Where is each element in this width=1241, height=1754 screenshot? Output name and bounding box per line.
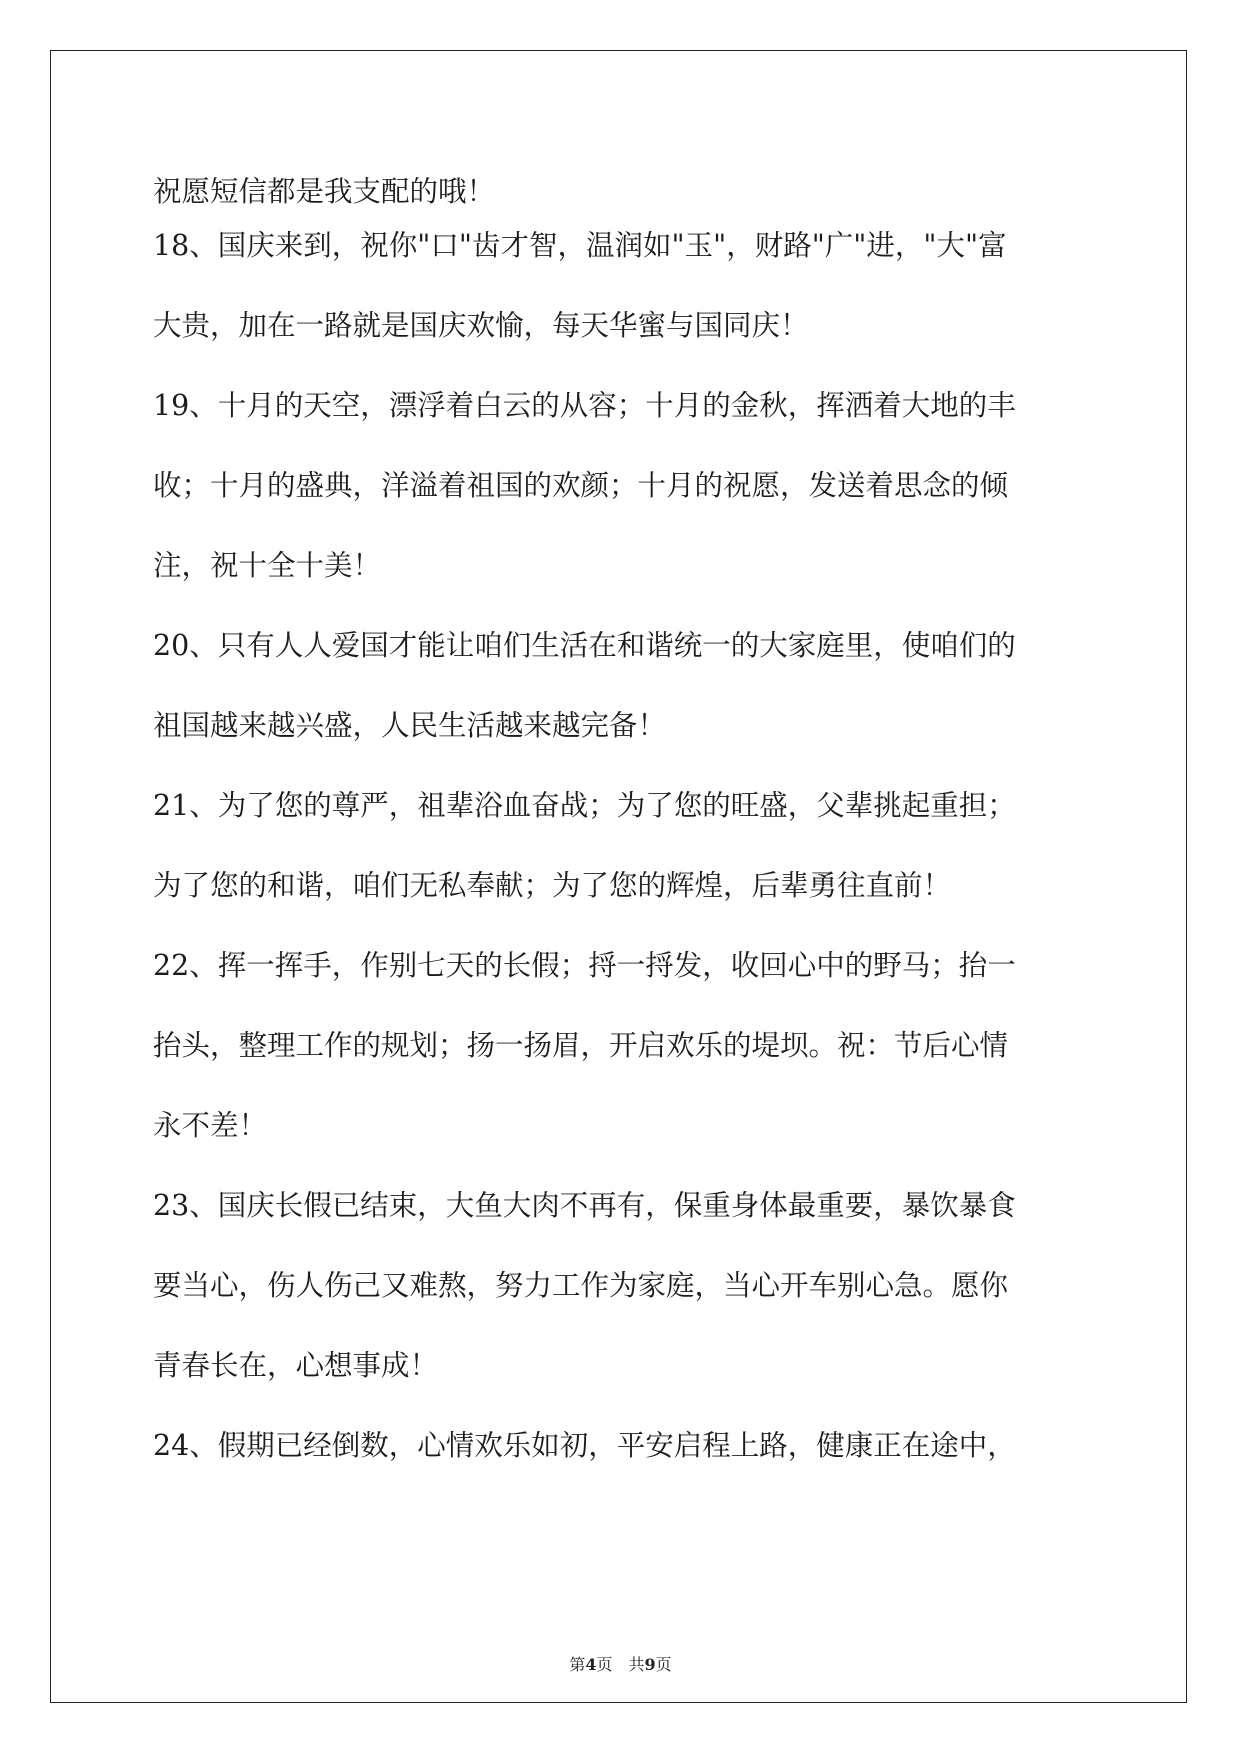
page-footer [0,1652,1241,1675]
text-line: 祝愿短信都是我支配的哦！ [153,175,496,208]
text-line: 22、挥一挥手，作别七天的长假；捋一捋发，收回心中的野马；抬一 [153,949,1016,982]
text-line: 青春长在，心想事成！ [153,1349,439,1382]
text-line: 21、为了您的尊严，祖辈浴血奋战；为了您的旺盛，父辈挑起重担； [153,789,1016,822]
page-suffix: 页 [655,1655,672,1674]
page-mid: 页 共 [596,1655,645,1674]
total-page-number: 9 [644,1655,656,1674]
text-line: 19、十月的天空，漂浮着白云的从容；十月的金秋，挥洒着大地的丰 [153,389,1016,422]
text-line: 大贵，加在一路就是国庆欢愉，每天华蜜与国同庆！ [153,309,809,342]
text-line: 要当心，伤人伤己又难熬，努力工作为家庭，当心开车别心急。愿你 [153,1269,1009,1302]
text-line: 为了您的和谐，咱们无私奉献；为了您的辉煌，后辈勇往直前！ [153,869,952,902]
text-line: 注，祝十全十美！ [153,549,382,582]
text-line: 收；十月的盛典，洋溢着祖国的欢颜；十月的祝愿，发送着思念的倾 [153,469,1009,502]
text-line: 20、只有人人爱国才能让咱们生活在和谐统一的大家庭里，使咱们的 [153,629,1016,662]
text-line: 抬头，整理工作的规划；扬一扬眉，开启欢乐的堤坝。祝：节后心情 [153,1029,1009,1062]
text-line: 永不差！ [153,1109,268,1142]
text-line: 24、假期已经倒数，心情欢乐如初，平安启程上路，健康正在途中， [153,1429,1016,1462]
current-page-number: 4 [585,1655,597,1674]
page-prefix: 第 [569,1655,586,1674]
text-line: 18、国庆来到，祝你"口"齿才智，温润如"玉"，财路"广"进，"大"富 [153,229,1007,262]
text-line: 祖国越来越兴盛，人民生活越来越完备！ [153,709,667,742]
text-line: 23、国庆长假已结束，大鱼大肉不再有，保重身体最重要，暴饮暴食 [153,1189,1016,1222]
